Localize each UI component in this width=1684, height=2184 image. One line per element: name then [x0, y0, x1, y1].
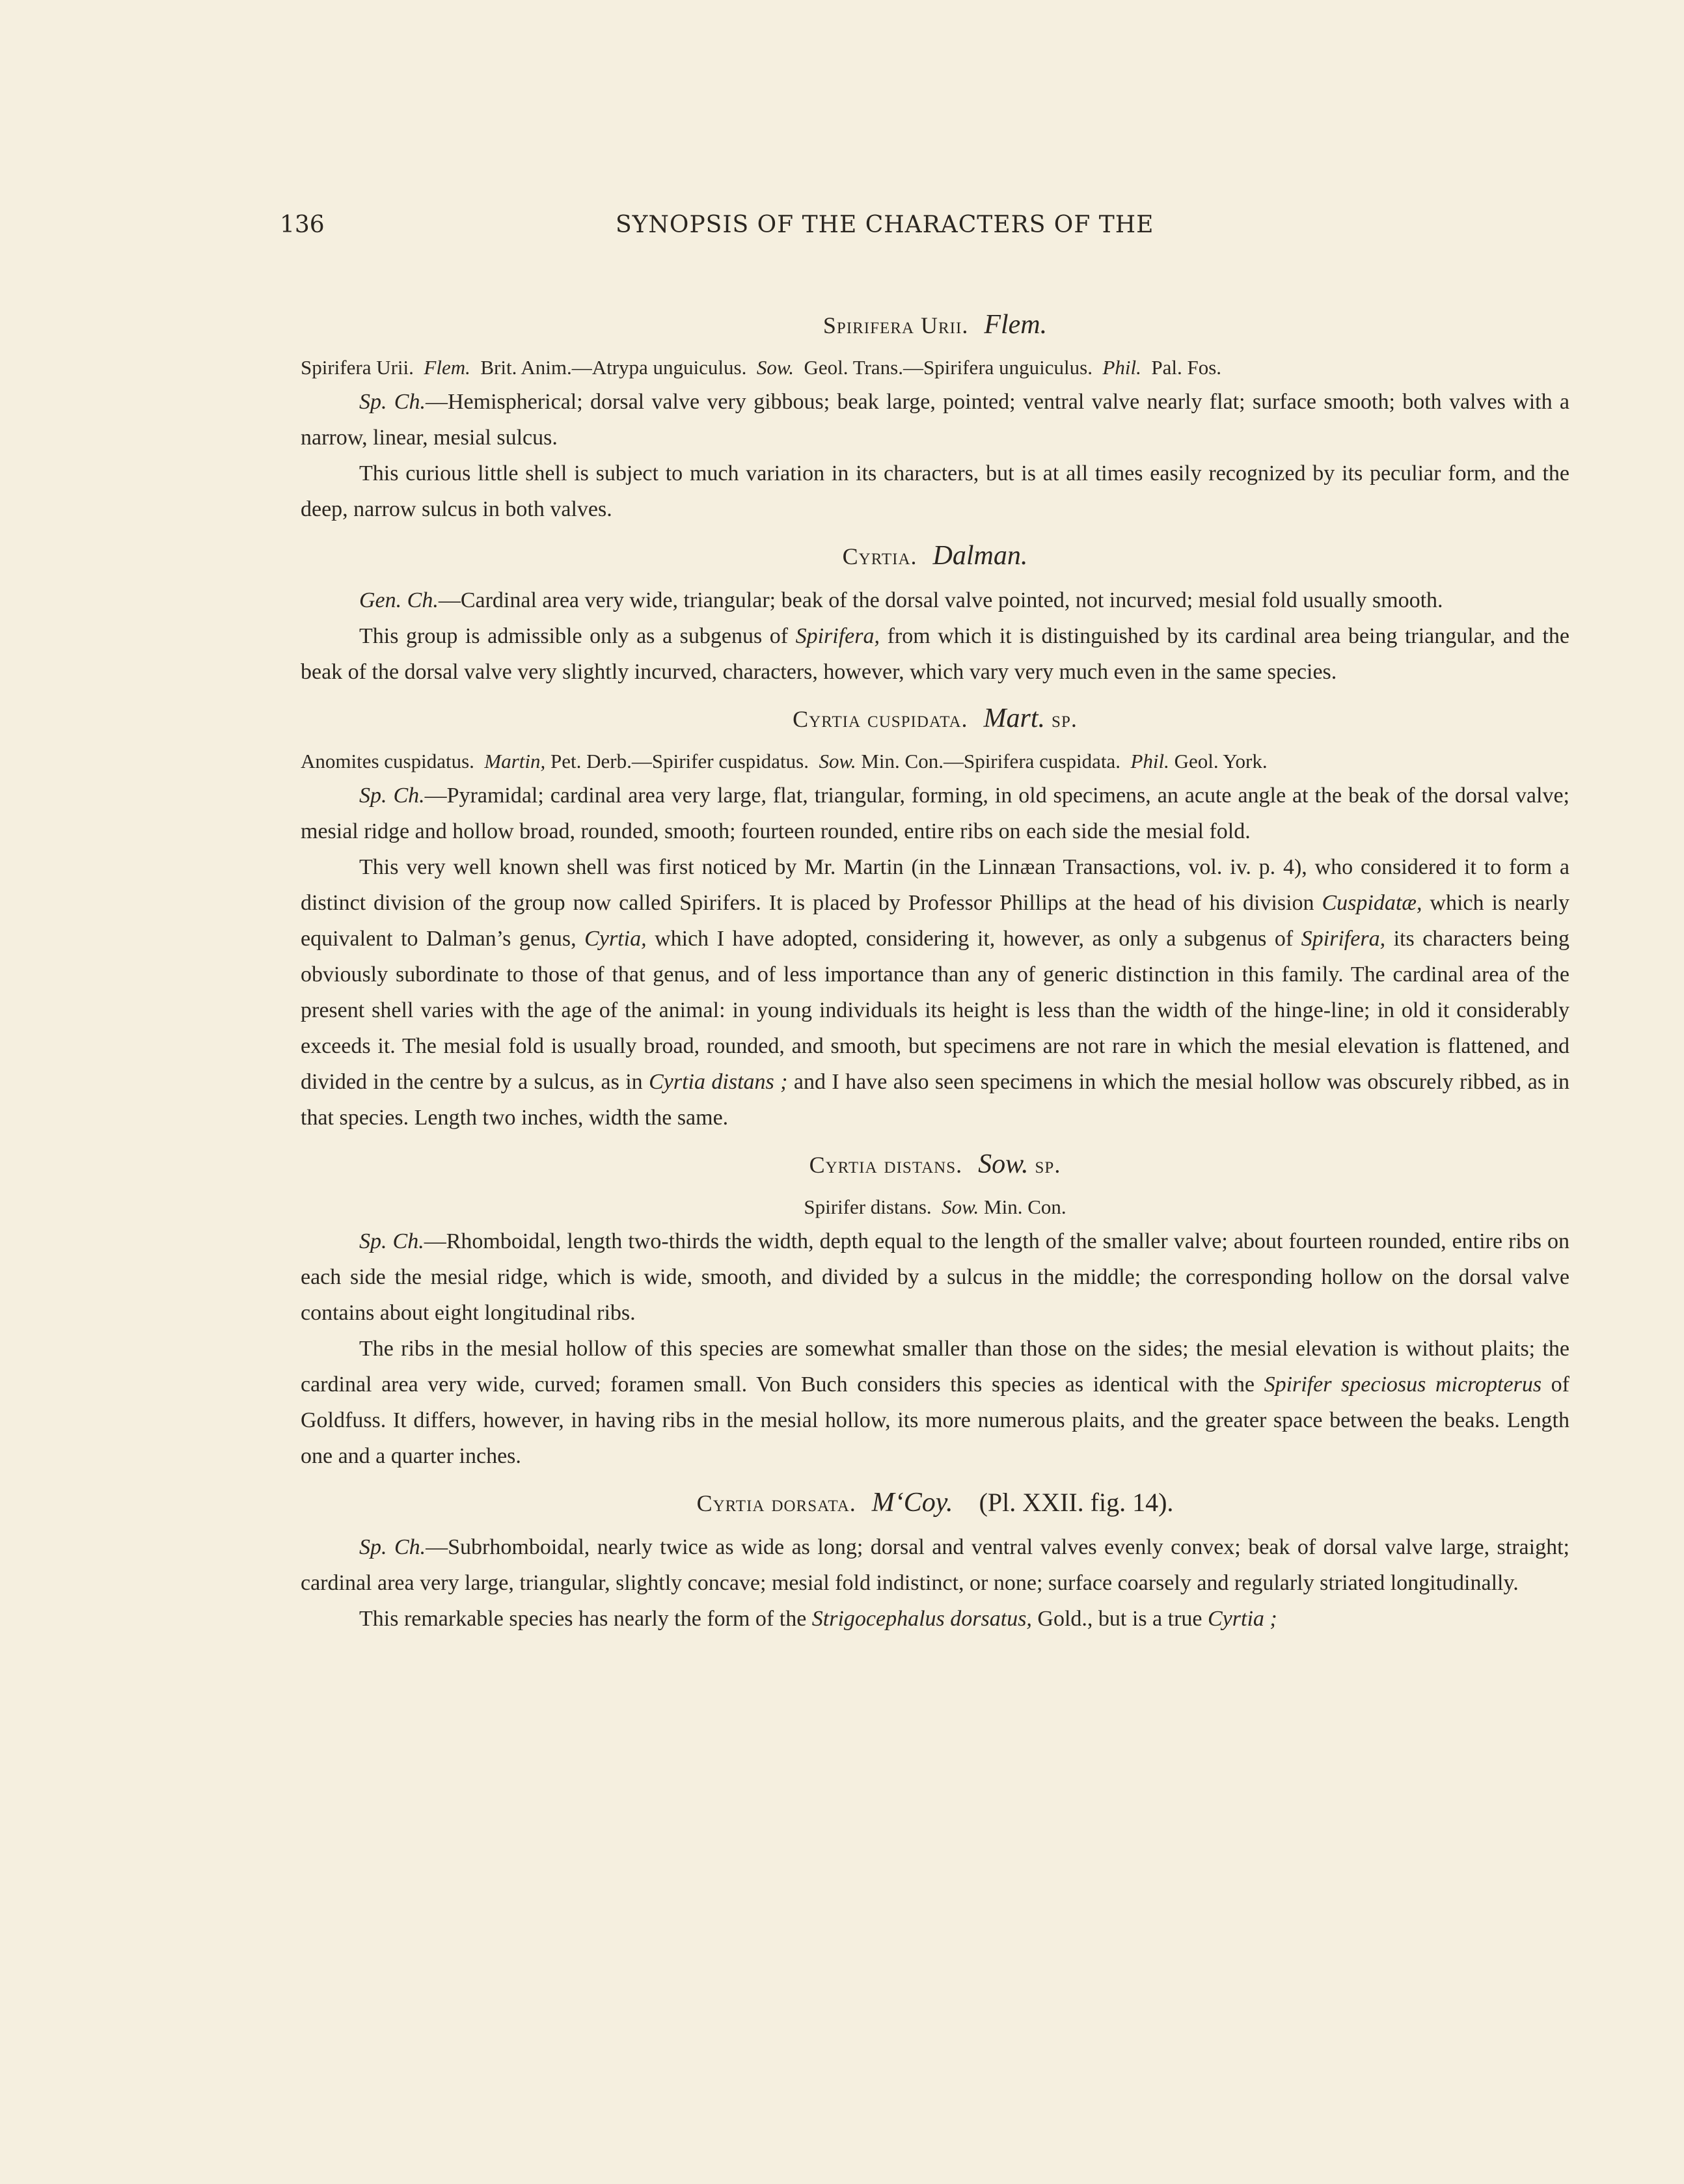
generic-characters	[301, 582, 1569, 618]
synonym-text: Anomites cuspidatus.	[301, 750, 474, 772]
synonym-authority: Sow.	[819, 750, 856, 772]
gen-ch-label: Gen. Ch.	[359, 588, 439, 612]
italic-taxon: Cyrtia,	[584, 927, 647, 951]
plate-reference: (Pl. XXII. fig. 14).	[979, 1488, 1174, 1517]
synonym-authority: Sow.	[942, 1195, 979, 1218]
remark-text: This group is admissible only as a subgenus of	[359, 624, 796, 648]
page-number: 136	[280, 212, 325, 238]
page-header	[280, 212, 1243, 244]
species-authority: Mart.	[983, 703, 1046, 733]
italic-taxon: Spirifera,	[1301, 927, 1386, 951]
remark-paragraph	[301, 1601, 1569, 1637]
remark-text: from which it is distinguished by its cardinal area being triangular, and the beak of the dorsal valve very slightly incurved, characters, however, which vary very much even in the same species.	[301, 624, 1569, 684]
synonymy	[301, 745, 1569, 778]
synonym-text: Pal. Fos.	[1151, 356, 1222, 379]
species-heading	[301, 698, 1569, 740]
remark-paragraph	[301, 849, 1569, 1136]
synonym-text: Min. Con.—Spirifera cuspidata.	[861, 750, 1120, 772]
gen-ch-text: —Cardinal area very wide, triangular; beak of the dorsal valve pointed, not incurved; mesial fold usually smooth.	[438, 588, 1443, 612]
synonym-authority: Phil.	[1102, 356, 1141, 379]
species-authority: Flem.	[984, 310, 1048, 340]
italic-taxon: Strigocephalus dorsatus,	[811, 1607, 1032, 1631]
italic-taxon: Cuspidatæ,	[1322, 891, 1422, 915]
remark-text: of Goldfuss. It differs, however, in having ribs in the mesial hollow, its more numerous plaits, and the greater space between the beaks. Length one and a quarter inches.	[301, 1372, 1569, 1468]
synonym-text: Min. Con.	[984, 1195, 1066, 1218]
sp-ch-label: Sp. Ch.	[359, 1535, 426, 1559]
section-cyrtia-dorsata	[301, 1482, 1569, 1637]
italic-taxon: Cyrtia ;	[1208, 1607, 1277, 1631]
species-name: Cyrtia distans.	[809, 1152, 963, 1178]
species-authority: Sow.	[978, 1149, 1029, 1179]
sp-ch-text: —Rhomboidal, length two-thirds the width, depth equal to the length of the smaller valve; about fourteen rounded, entire ribs on each side the mesial ridge, which is wide, smooth, and divided by a sulcus in the middle; the corresponding hollow on the dorsal valve contains about eight longitudinal ribs.	[301, 1229, 1569, 1325]
section-cyrtia-distans	[301, 1143, 1569, 1474]
remark-text: which I have adopted, considering it, however, as only a subgenus of	[646, 927, 1301, 951]
specific-characters	[301, 1529, 1569, 1601]
sp-ch-text: —Pyramidal; cardinal area very large, flat, triangular, forming, in old specimens, an acute angle at the beak of the dorsal valve; mesial ridge and hollow broad, rounded, smooth; fourteen rounded, entire ribs on each side the mesial fold.	[301, 784, 1569, 843]
species-heading	[301, 304, 1569, 346]
section-spirifera-urii	[301, 304, 1569, 527]
remark-text: This curious little shell is subject to much variation in its characters, but is at all times easily recognized by its peculiar form, and the deep, narrow sulcus in both valves.	[301, 461, 1569, 521]
species-authority: M‘Coy.	[871, 1488, 953, 1518]
specific-characters	[301, 1223, 1569, 1331]
remark-paragraph	[301, 1331, 1569, 1474]
sp-ch-text: —Hemispherical; dorsal valve very gibbous; beak large, pointed; ventral valve nearly flat; surface smooth; both valves with a narrow, linear, mesial sulcus.	[301, 390, 1569, 450]
synonymy	[301, 351, 1569, 384]
species-name: Cyrtia cuspidata.	[793, 706, 968, 732]
synonym-text: Spirifera Urii.	[301, 356, 414, 379]
genus-authority: Dalman.	[932, 541, 1028, 571]
page-body	[301, 296, 1569, 1637]
species-name: Spirifera Urii.	[822, 312, 969, 338]
sp-ch-label: Sp. Ch.	[359, 784, 425, 808]
synonym-text: Brit. Anim.—Atrypa unguiculus.	[480, 356, 747, 379]
species-heading	[301, 1482, 1569, 1524]
synonym-text: Geol. York.	[1174, 750, 1268, 772]
remark-text: The ribs in the mesial hollow of this species are somewhat smaller than those on the sides; the mesial elevation is without plaits; the cardinal area very wide, curved; foramen small. Von Buch considers this species as identical with the	[301, 1337, 1569, 1397]
species-heading	[301, 1143, 1569, 1186]
section-cyrtia	[301, 535, 1569, 690]
species-suffix: sp.	[1052, 706, 1078, 732]
sp-ch-label: Sp. Ch.	[359, 1229, 424, 1253]
species-suffix: sp.	[1035, 1152, 1061, 1178]
sp-ch-text: —Subrhomboidal, nearly twice as wide as long; dorsal and ventral valves evenly convex; beak of dorsal valve large, straight; cardinal area very large, triangular, slightly concave; mesial fold indistinct, or none; surface coarsely and regularly striated longitudinally.	[301, 1535, 1569, 1595]
remark-text: This very well known shell was first noticed by Mr. Martin (in the Linnæan Transactions, vol. iv. p. 4), who considered it to form a distinct division of the group now called Spirifers. It is placed by Professor Phillips at the head of his division	[301, 855, 1569, 915]
synonymy	[301, 1191, 1569, 1223]
italic-taxon: Spirifer speciosus micropterus	[1264, 1372, 1542, 1397]
synonym-text: Spirifer distans.	[804, 1195, 932, 1218]
synonym-authority: Phil.	[1130, 750, 1169, 772]
remark-paragraph	[301, 618, 1569, 690]
synonym-authority: Flem.	[424, 356, 470, 379]
sp-ch-label: Sp. Ch.	[359, 390, 426, 414]
remark-paragraph	[301, 456, 1569, 527]
remark-text: its characters being obviously subordinate to those of that genus, and of less importance than any of generic distinction in this family. The cardinal area of the present shell varies with the age of the animal: in young individuals its height is less than the width of the hinge-line; in old it considerably exceeds it. The mesial fold is usually broad, rounded, and smooth, but specimens are not rare in which the mesial elevation is flattened, and divided in the centre by a sulcus, as in	[301, 927, 1569, 1094]
italic-taxon: Spirifera,	[795, 624, 880, 648]
remark-text: Gold., but is a true	[1031, 1607, 1208, 1631]
synonym-authority: Sow.	[756, 356, 794, 379]
synonym-authority: Martin,	[484, 750, 546, 772]
remark-text: This remarkable species has nearly the form of the	[359, 1607, 812, 1631]
remark-text: and I have also seen specimens in which the mesial hollow was obscurely ribbed, as in that species. Length two inches, width the same.	[301, 1070, 1569, 1130]
genus-name: Cyrtia.	[842, 543, 917, 569]
specific-characters	[301, 384, 1569, 456]
synonym-text: Geol. Trans.—Spirifera unguiculus.	[804, 356, 1093, 379]
genus-heading	[301, 535, 1569, 577]
species-name: Cyrtia dorsata.	[696, 1490, 856, 1516]
remark-text: which is nearly equivalent to Dalman’s genus,	[301, 891, 1570, 951]
section-cyrtia-cuspidata	[301, 698, 1569, 1136]
specific-characters	[301, 778, 1569, 849]
italic-taxon: Cyrtia distans ;	[649, 1070, 788, 1094]
running-title: SYNOPSIS OF THE CHARACTERS OF THE	[616, 212, 1154, 238]
synonym-text: Pet. Derb.—Spirifer cuspidatus.	[550, 750, 809, 772]
